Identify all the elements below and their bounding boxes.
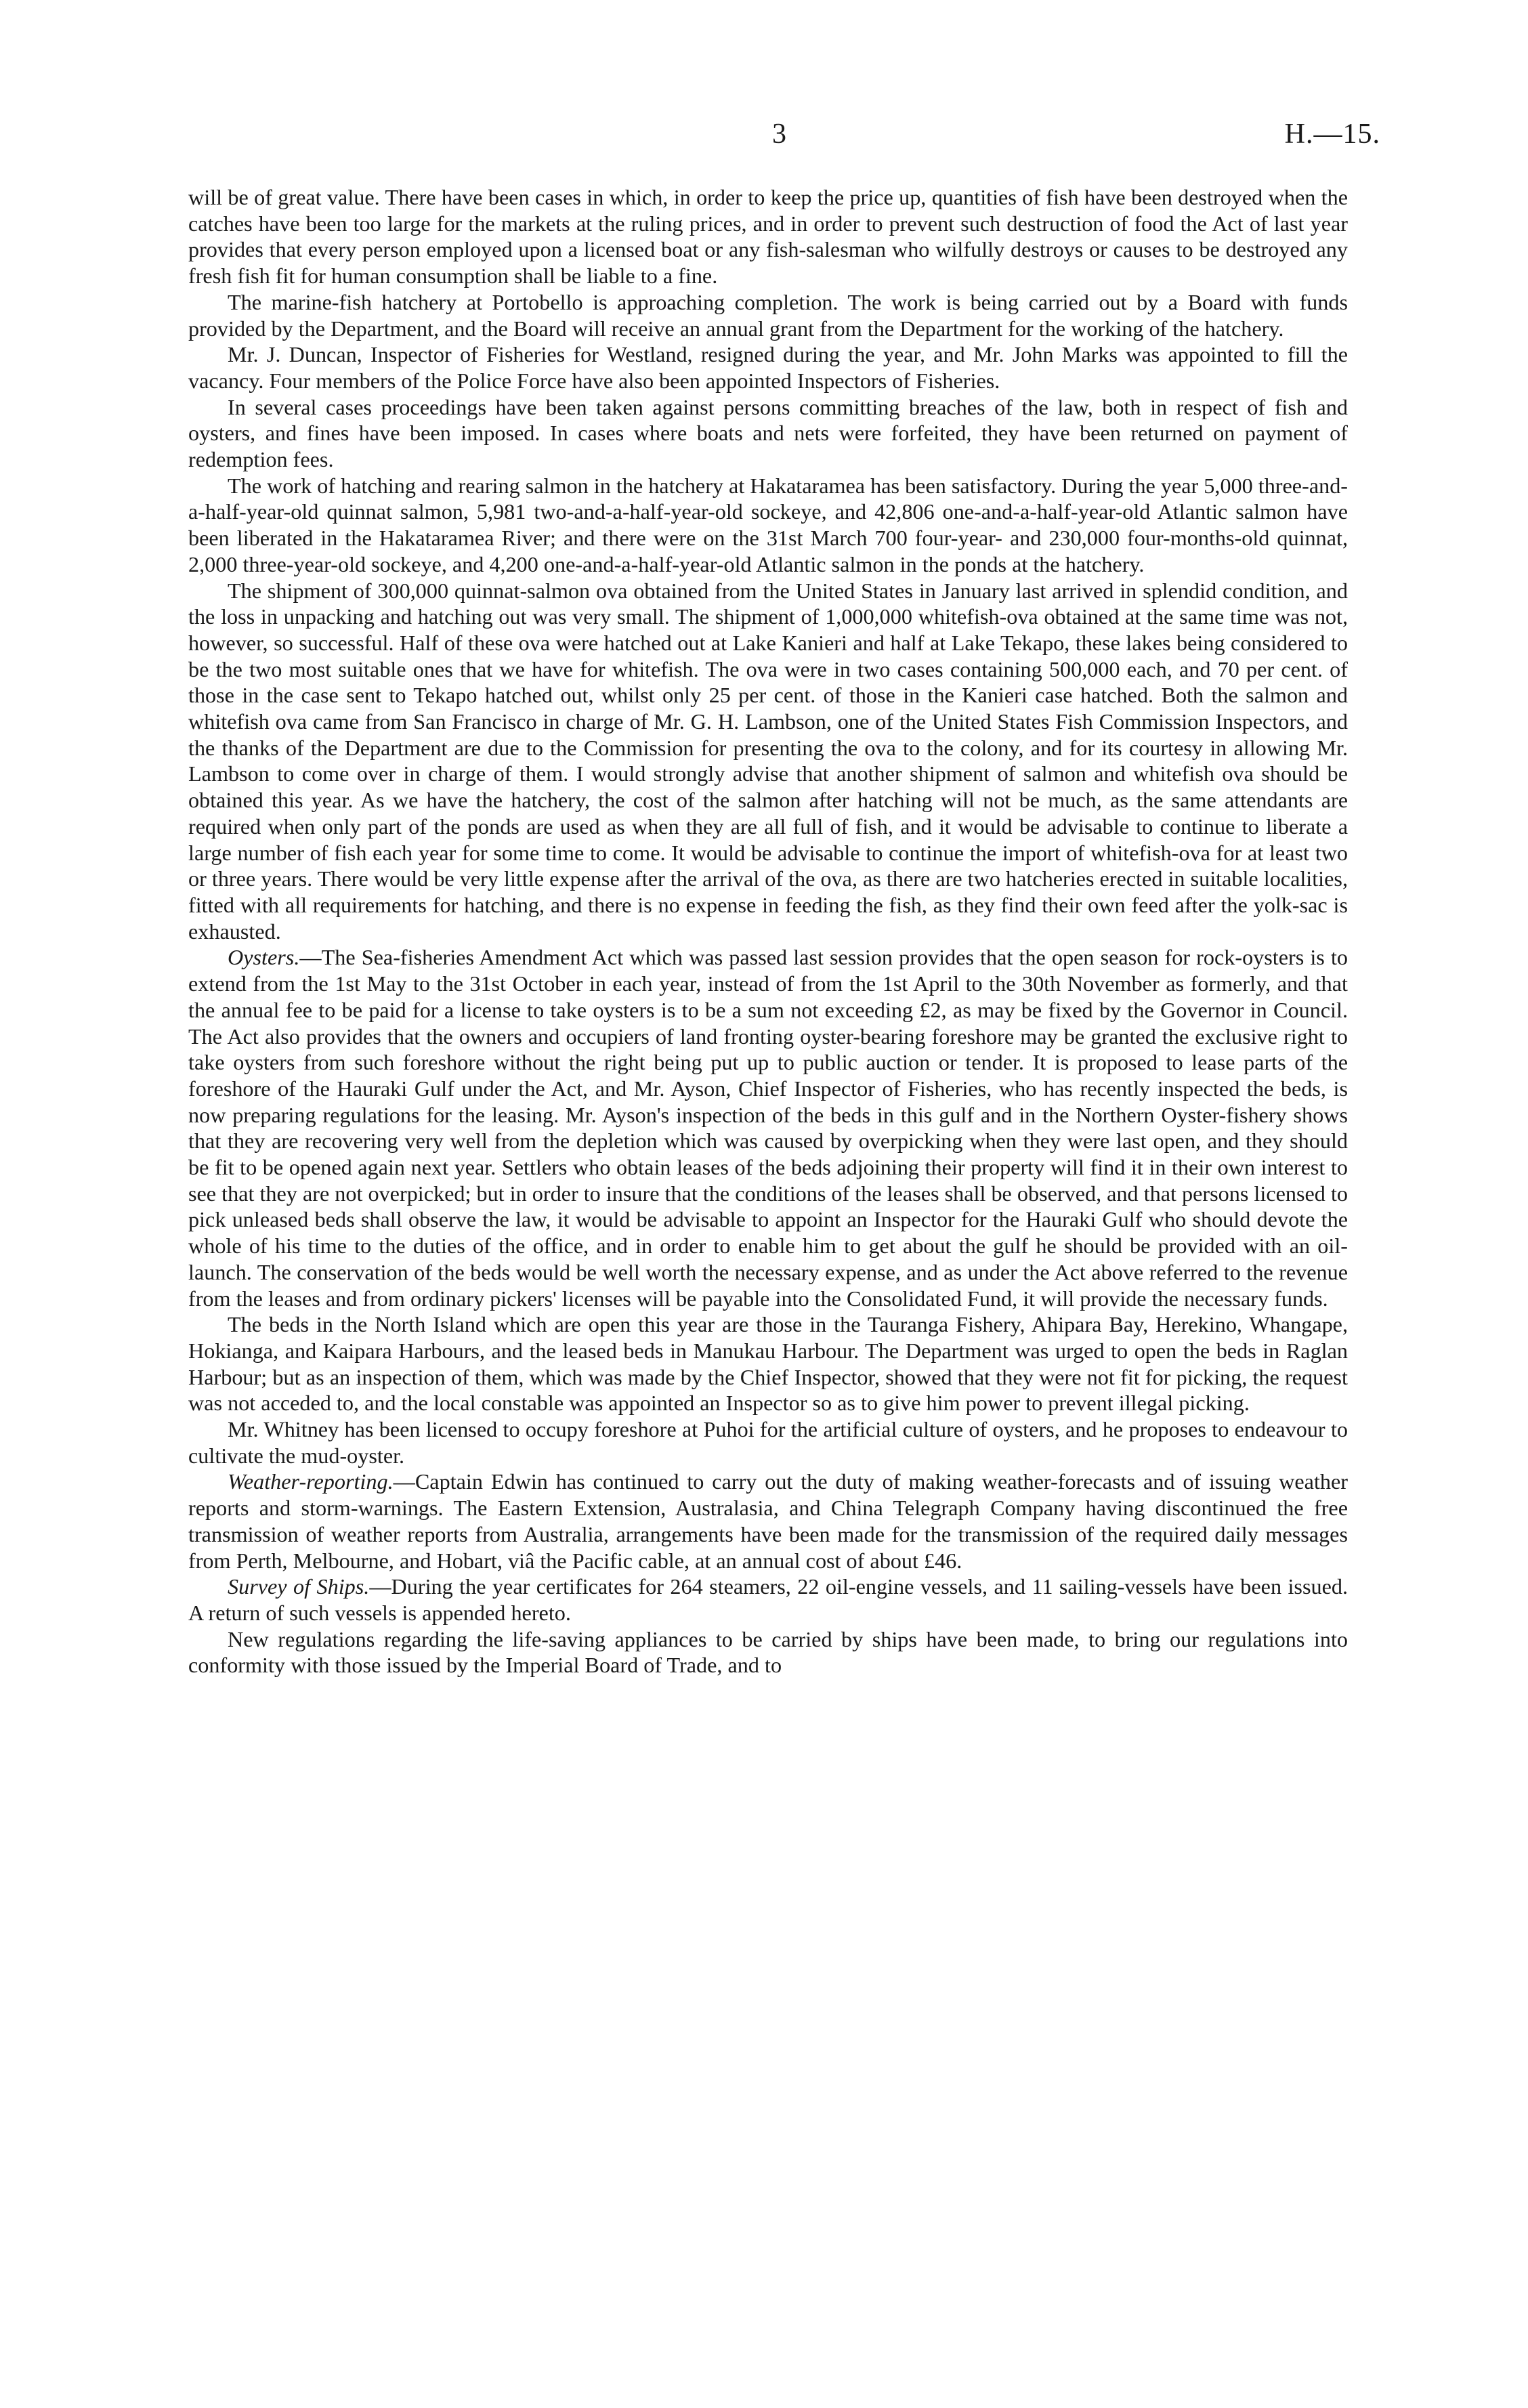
paragraph-text: The marine-fish hatchery at Portobello is approaching completion. The work is being carried out by a Board with funds provided by the Department, and the Board will receive an annual grant from the Department for the working of the hatchery.: [188, 289, 1348, 341]
paragraph: [188, 394, 1348, 473]
section-heading-oysters: Oysters.: [228, 945, 300, 970]
paragraph-text: The shipment of 300,000 quinnat-salmon ova obtained from the United States in January last arrived in splendid condition, and the loss in unpacking and hatching out was very small. The shipment of 1,000,000 whitefish-ova obtained at the same time was not, however, so successful. Half of these ova were hatched out at Lake Kanieri and half at Lake Tekapo, these lakes being considered to be the two most suitable ones that we have for whitefish. The ova were in two cases containing 500,000 each, and 70 per cent. of those in the case sent to Tekapo hatched out, whilst only 25 per cent. of those in the Kanieri case hatched. Both the salmon and whitefish ova came from San Francisco in charge of Mr. G. H. Lambson, one of the United States Fish Commission Inspectors, and the thanks of the Department are due to the Commission for presenting the ova to the colony, and for its courtesy in allowing Mr. Lambson to come over in charge of them. I would strongly advise that another shipment of salmon and whitefish ova should be obtained this year. As we have the hatchery, the cost of the salmon after hatching will not be much, as the same attendants are required when only part of the ponds are used as when they are all full of fish, and it would be advisable to continue to liberate a large number of fish each year for some time to come. It would be advisable to continue the import of whitefish-ova for at least two or three years. There would be very little expense after the arrival of the ova, as there are two hatcheries erected in suitable localities, fitted with all requirements for hatching, and there is no expense in feeding the fish, as they find their own feed after the yolk-sac is exhausted.: [188, 578, 1348, 944]
paragraph-text: will be of great value. There have been cases in which, in order to keep the price up, quantities of fish have been destroyed when the catches have been too large for the markets at the ruling prices, and in order to prevent such destruction of food the Act of last year provides that every person employed upon a licensed boat or any fish-salesman who wilfully destroys or causes to be destroyed any fresh fish fit for human consumption shall be liable to a fine.: [188, 185, 1348, 289]
body-text: [188, 184, 1348, 1678]
paragraph: [188, 1311, 1348, 1416]
paragraph-text: Mr. Whitney has been licensed to occupy foreshore at Puhoi for the artificial culture of oysters, and he proposes to endeavour to cultivate the mud-oyster.: [188, 1417, 1348, 1468]
paragraph: [188, 473, 1348, 578]
paragraph-survey-of-ships: [188, 1573, 1348, 1626]
paragraph-text: —Captain Edwin has continued to carry out the duty of making weather-forecasts and of issuing weather reports and storm-warnings. The Eastern Extension, Australasia, and China Telegraph Company having discontinued the free transmission of weather reports from Australia, arrangements have been made for the transmission of the required daily messages from Perth, Melbourne, and Hobart, viâ the Pacific cable, at an annual cost of about £46.: [188, 1469, 1348, 1573]
page-header: [188, 115, 1380, 156]
paragraph: [188, 184, 1348, 289]
paragraph: [188, 341, 1348, 394]
paragraph-weather-reporting: [188, 1469, 1348, 1573]
paragraph: [188, 578, 1348, 945]
paragraph: [188, 1626, 1348, 1678]
paragraph: [188, 289, 1348, 341]
paragraph-text: The beds in the North Island which are open this year are those in the Tauranga Fishery, Ahipara Bay, Herekino, Whangape, Hokianga, and Kaipara Harbours, and the leased beds in Manukau Harbour. The Department was urged to open the beds in Raglan Harbour; but as an inspection of them, which was made by the Chief Inspector, showed that they were not fit for picking, the request was not acceded to, and the local constable was appointed an Inspector so as to give him power to prevent illegal picking.: [188, 1312, 1348, 1416]
paragraph-text: Mr. J. Duncan, Inspector of Fisheries for Westland, resigned during the year, and Mr. John Marks was appointed to fill the vacancy. Four members of the Police Force have also been appointed Inspectors of Fisheries.: [188, 342, 1348, 393]
paragraph-text: In several cases proceedings have been taken against persons committing breaches of the law, both in respect of fish and oysters, and fines have been imposed. In cases where boats and nets were forfeited, they have been returned on payment of redemption fees.: [188, 394, 1348, 472]
section-heading-weather-reporting: Weather-reporting.: [228, 1469, 394, 1494]
paragraph-oysters: [188, 944, 1348, 1311]
paragraph-text: —The Sea-fisheries Amendment Act which was passed last session provides that the open season for rock-oysters is to extend from the 1st May to the 31st October in each year, instead of from the 1st April to the 30th November as formerly, and that the annual fee to be paid for a license to take oysters is to be a sum not exceeding £2, as may be fixed by the Governor in Council. The Act also provides that the owners and occupiers of land fronting oyster-bearing foreshore may be granted the exclusive right to take oysters from such foreshore without the right being put up to public auction or tender. It is proposed to lease parts of the foreshore of the Hauraki Gulf under the Act, and Mr. Ayson, Chief Inspector of Fisheries, who has recently inspected the beds, is now preparing regulations for the leasing. Mr. Ayson's inspection of the beds in this gulf and in the Northern Oyster-fishery shows that they are recovering very well from the depletion which was caused by overpicking when they were last open, and they should be fit to be opened again next year. Settlers who obtain leases of the beds adjoining their property will find it in their own interest to see that they are not overpicked; but in order to insure that the conditions of the leases shall be observed, and that persons licensed to pick unleased beds shall observe the law, it would be advisable to appoint an Inspector for the Hauraki Gulf who should devote the whole of his time to the duties of the office, and in order to enable him to get about the gulf he should be provided with an oil-launch. The conservation of the beds would be well worth the necessary expense, and as under the Act above referred to the revenue from the leases and from ordinary pickers' licenses will be payable into the Consolidated Fund, it will provide the necessary funds.: [188, 945, 1348, 1311]
paragraph-text: —During the year certificates for 264 steamers, 22 oil-engine vessels, and 11 sailing-vessels have been issued. A return of such vessels is appended hereto.: [188, 1574, 1349, 1625]
page-number: 3: [772, 119, 786, 150]
section-heading-survey-of-ships: Survey of Ships.: [228, 1574, 370, 1599]
paragraph: [188, 1416, 1348, 1469]
paragraph-text: The work of hatching and rearing salmon in the hatchery at Hakataramea has been satisfactory. During the year 5,000 three-and-a-half-year-old quinnat salmon, 5,981 two-and-a-half-year-old sockeye, and 42,806 one-and-a-half-year-old Atlantic salmon have been liberated in the Hakataramea River; and there were on the 31st March 700 four-year- and 230,000 four-months-old quinnat, 2,000 three-year-old sockeye, and 4,200 one-and-a-half-year-old Atlantic salmon in the ponds at the hatchery.: [188, 473, 1349, 576]
paragraph-text: New regulations regarding the life-saving appliances to be carried by ships have been made, to bring our regulations into conformity with those issued by the Imperial Board of Trade, and to: [188, 1626, 1348, 1678]
document-reference: H.—15.: [1284, 119, 1380, 150]
